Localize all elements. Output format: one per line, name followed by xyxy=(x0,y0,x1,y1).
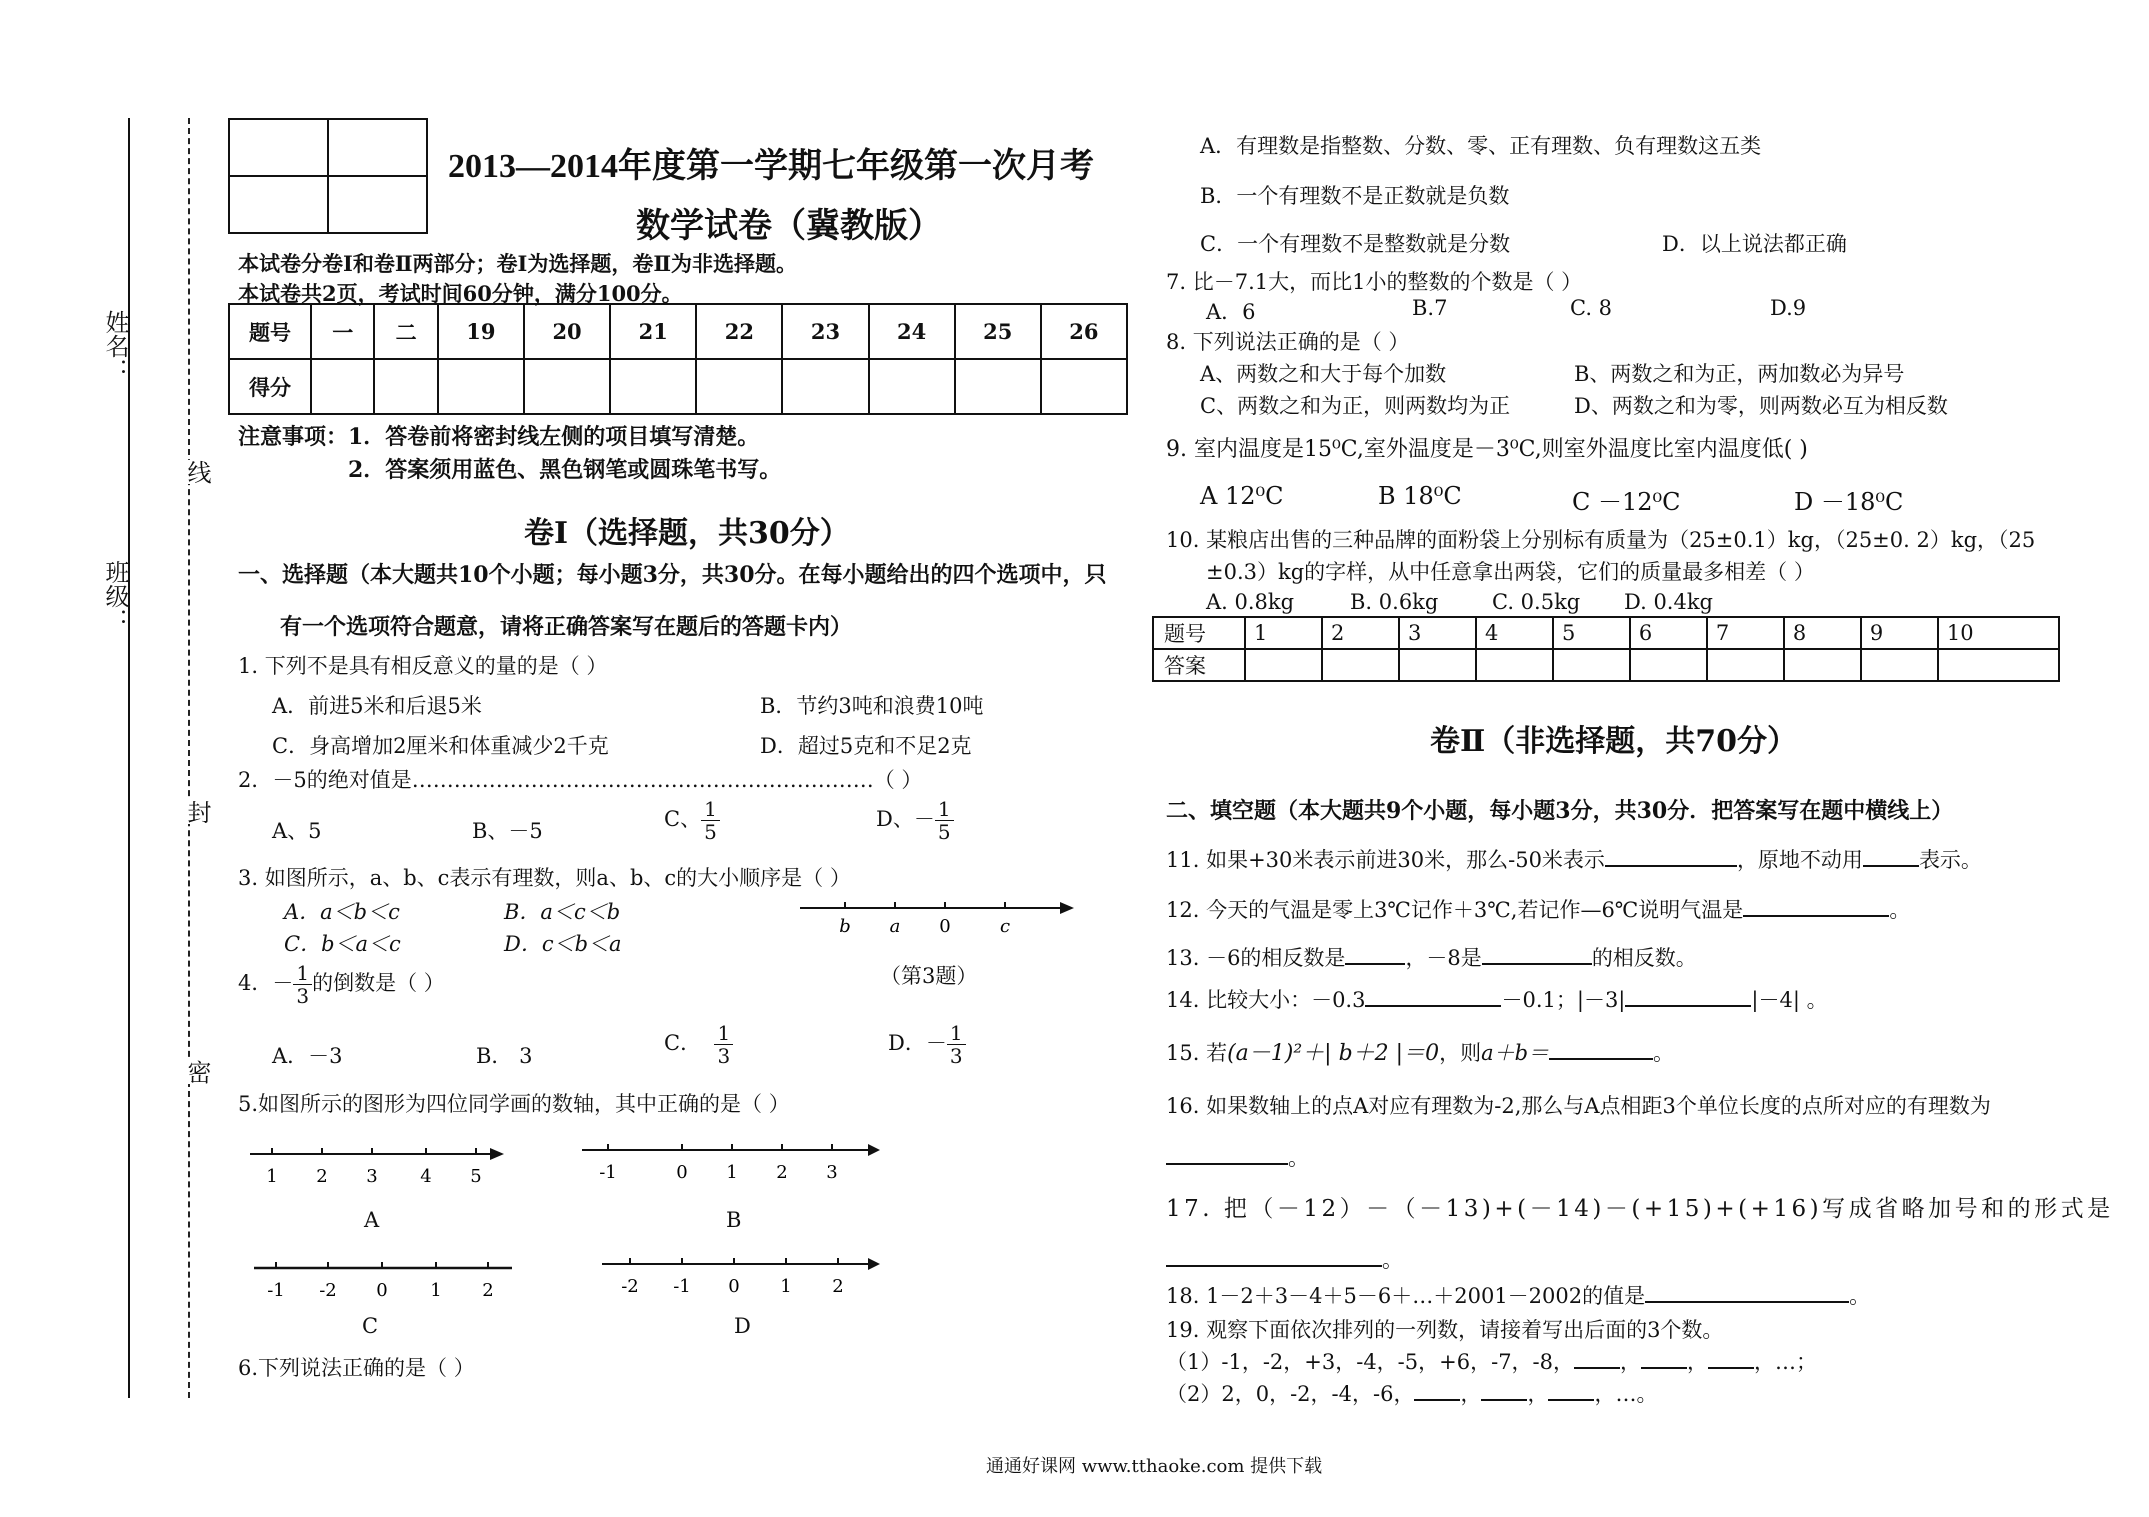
score-cell[interactable] xyxy=(524,359,610,414)
q17-blank[interactable] xyxy=(1166,1265,1382,1267)
q14-text-3: |－4| 。 xyxy=(1751,988,1828,1012)
q12 xyxy=(1166,894,1910,924)
q4-option-c-label: C． xyxy=(664,1031,702,1055)
comma: ， xyxy=(1687,1350,1709,1374)
q19-1-blank-1[interactable] xyxy=(1574,1367,1620,1369)
axis-c-tick-label: -1 xyxy=(267,1280,285,1301)
answer-card-table xyxy=(1152,616,2060,682)
q15-text-1: 15. 若 xyxy=(1166,1041,1228,1065)
score-cell[interactable] xyxy=(1041,359,1127,414)
q1-option-b: B．节约3吨和浪费10吨 xyxy=(760,694,984,718)
q6-option-b: B．一个有理数不是正数就是负数 xyxy=(1200,184,1510,208)
fraction-one-third: $\frac{1}{3}$ xyxy=(714,1022,733,1067)
q19-part-1 xyxy=(1166,1346,1817,1376)
answer-col-header: 8 xyxy=(1784,617,1861,649)
q10-option-d: D. 0.4kg xyxy=(1624,590,1714,614)
score-cell[interactable] xyxy=(610,359,696,414)
score-row-label: 得分 xyxy=(229,359,311,414)
q19-1-sequence: （1）-1，-2，+3，-4，-5，+6，-7，-8， xyxy=(1166,1350,1575,1374)
answer-cell[interactable] xyxy=(1245,649,1322,681)
exam-title: 2013—2014年度第一学期七年级第一次月考 xyxy=(448,148,1094,185)
q12-text-1: 12. 今天的气温是零上3℃记作＋3℃,若记作—6℃说明气温是 xyxy=(1166,898,1744,922)
answer-cell[interactable] xyxy=(1322,649,1399,681)
q10-stem-line-2: ±0.3）kg的字样，从中任意拿出两袋，它们的质量最多相差（ ） xyxy=(1206,560,1815,584)
q13-blank-1[interactable] xyxy=(1345,963,1405,965)
q4-stem xyxy=(238,962,445,1007)
answer-row-label: 题号 xyxy=(1153,617,1245,649)
q15-expression: a＋b＝ xyxy=(1481,1041,1550,1065)
q9-option-a: A 12⁰C xyxy=(1200,482,1284,510)
score-col-header: 19 xyxy=(438,304,524,359)
axis-b-tick-label: 1 xyxy=(726,1162,738,1183)
q12-text-2: 。 xyxy=(1889,898,1911,922)
score-cell[interactable] xyxy=(374,359,437,414)
q18-text-2: 。 xyxy=(1849,1284,1871,1308)
note-2: 2．答案须用蓝色、黑色钢笔或圆珠笔书写。 xyxy=(348,457,782,483)
answer-col-header: 4 xyxy=(1476,617,1553,649)
fraction-one-third: $\frac{1}{3}$ xyxy=(293,962,312,1007)
q9-option-c: C －12⁰C xyxy=(1572,488,1681,516)
q13 xyxy=(1166,942,1697,972)
q2-option-c-label: C、 xyxy=(664,807,702,831)
q4-option-b: B． 3 xyxy=(476,1044,533,1068)
answer-cell[interactable] xyxy=(1399,649,1476,681)
answer-row-label: 答案 xyxy=(1153,649,1245,681)
q6-option-c: C．一个有理数不是整数就是分数 xyxy=(1200,232,1511,256)
axis-a-tick-label: 4 xyxy=(420,1166,432,1187)
binding-dashed-line xyxy=(188,118,190,1398)
score-col-header: 22 xyxy=(696,304,782,359)
q2-option-b: B、－5 xyxy=(472,819,543,843)
q5-axis-d xyxy=(602,1250,882,1310)
q5-axis-b xyxy=(582,1136,882,1196)
q11-text-3: 表示。 xyxy=(1918,848,1982,872)
q9-option-d: D －18⁰C xyxy=(1794,488,1904,516)
score-col-header: 23 xyxy=(782,304,868,359)
part2-title: 卷Ⅱ（非选择题，共70分） xyxy=(1430,724,1798,759)
q7-option-c: C. 8 xyxy=(1570,296,1613,320)
note-1: 注意事项：1．答卷前将密封线左侧的项目填写清楚。 xyxy=(238,424,760,450)
q15 xyxy=(1166,1036,1674,1067)
q8-option-c: C、两数之和为正，则两数均为正 xyxy=(1200,394,1511,418)
axis-c-tick-label: -2 xyxy=(319,1280,337,1301)
q1-option-a: A．前进5米和后退5米 xyxy=(272,694,482,718)
q5-stem: 5.如图所示的图形为四位同学画的数轴，其中正确的是（ ） xyxy=(238,1092,790,1116)
intro-line-1: 本试卷分卷Ⅰ和卷Ⅱ两部分；卷Ⅰ为选择题，卷Ⅱ为非选择题。 xyxy=(238,251,798,276)
q19-stem: 19. 观察下面依次排列的一列数，请接着写出后面的3个数。 xyxy=(1166,1318,1724,1342)
q3-tick-label: 0 xyxy=(939,916,951,937)
axis-b-label: B xyxy=(726,1208,742,1232)
score-col-header: 21 xyxy=(610,304,696,359)
q4-option-c xyxy=(664,1022,733,1067)
q3-caption: （第3题） xyxy=(880,964,978,988)
class-label: 班级： xyxy=(101,560,129,632)
q6-option-a: A．有理数是指整数、分数、零、正有理数、负有理数这五类 xyxy=(1200,134,1762,158)
axis-b-tick-label: 3 xyxy=(826,1162,838,1183)
q7-option-b: B.7 xyxy=(1412,296,1448,320)
q1-stem: 1. 下列不是具有相反意义的量的是（ ） xyxy=(238,654,608,678)
score-table xyxy=(228,303,1128,415)
answer-col-header: 7 xyxy=(1707,617,1784,649)
intro-line-2: 本试卷共2页，考试时间60分钟，满分100分。 xyxy=(238,281,683,306)
axis-c-tick-label: 2 xyxy=(482,1280,494,1301)
q5-axis-c xyxy=(250,1254,520,1314)
exam-subtitle: 数学试卷（冀教版） xyxy=(636,208,942,245)
q4-stem-pre: 4．－ xyxy=(238,971,294,995)
score-cell[interactable] xyxy=(869,359,955,414)
q14-blank-2[interactable] xyxy=(1625,1005,1751,1007)
q15-blank[interactable] xyxy=(1549,1058,1653,1060)
top-box-cell xyxy=(229,119,328,176)
q4-option-d-label: D．－ xyxy=(888,1031,947,1055)
axis-d-tick-label: -2 xyxy=(621,1276,639,1297)
q10-stem-line-1: 10. 某粮店出售的三种品牌的面粉袋上分别标有质量为（25±0.1）kg，（25±0. 2）kg，（25 xyxy=(1166,528,2036,552)
q4-option-d xyxy=(888,1022,966,1067)
q10-option-c: C. 0.5kg xyxy=(1492,590,1581,614)
answer-cell[interactable] xyxy=(1938,649,2059,681)
axis-d-tick-label: 1 xyxy=(780,1276,792,1297)
q10-option-a: A. 0.8kg xyxy=(1206,590,1295,614)
q11-text-1: 11. 如果+30米表示前进30米，那么-50米表示 xyxy=(1166,848,1605,872)
section2-heading: 二、填空题（本大题共9个小题，每小题3分，共30分．把答案写在题中横线上） xyxy=(1166,798,1954,824)
answer-col-header: 9 xyxy=(1861,617,1938,649)
footer-credit: 通通好课网 www.tthaoke.com 提供下载 xyxy=(986,1456,1323,1477)
q3-option-d: D．c＜b＜a xyxy=(504,932,622,956)
q3-tick-label: a xyxy=(889,916,901,937)
comma: ， xyxy=(1620,1350,1642,1374)
score-cell[interactable] xyxy=(311,359,374,414)
part1-title: 卷Ⅰ（选择题，共30分） xyxy=(524,516,850,551)
q15-equation: (a－1)²＋| b＋2 |＝0 xyxy=(1227,1041,1440,1066)
q14-blank-1[interactable] xyxy=(1365,1005,1501,1007)
q2-option-a: A、5 xyxy=(272,819,322,843)
q10-option-b: B. 0.6kg xyxy=(1350,590,1439,614)
axis-d-tick-label: 0 xyxy=(728,1276,740,1297)
q14 xyxy=(1166,984,1828,1014)
section1-line-2: 有一个选项符合题意，请将正确答案写在题后的答题卡内） xyxy=(280,614,853,640)
q13-blank-2[interactable] xyxy=(1482,963,1592,965)
q3-option-a: A．a＜b＜c xyxy=(284,900,400,924)
axis-a-tick-label: 1 xyxy=(266,1166,278,1187)
q13-text-1: 13. －6的相反数是 xyxy=(1166,946,1346,970)
axis-c-tick-label: 1 xyxy=(430,1280,442,1301)
score-col-header: 26 xyxy=(1041,304,1127,359)
score-col-header: 24 xyxy=(869,304,955,359)
q9-stem: 9. 室内温度是15⁰C,室外温度是－3⁰C,则室外温度比室内温度低( ) xyxy=(1166,437,1808,462)
name-label: 姓名： xyxy=(101,310,129,382)
q19-1-blank-2[interactable] xyxy=(1641,1367,1687,1369)
q2-option-c xyxy=(664,798,720,843)
axis-b-tick-label: -1 xyxy=(599,1162,617,1183)
q3-option-c: C．b＜a＜c xyxy=(284,932,401,956)
axis-a-label: A xyxy=(364,1208,380,1232)
q19-1-blank-3[interactable] xyxy=(1708,1367,1754,1369)
q19-2-tail: ，…。 xyxy=(1594,1382,1658,1406)
score-cell[interactable] xyxy=(696,359,782,414)
q19-2-blank-3[interactable] xyxy=(1548,1399,1594,1401)
comma: ， xyxy=(1460,1382,1482,1406)
q17-stem: 17. 把（－12）－（－13)+(－14)－(+15)+(+16)写成省略加号和的形式是 xyxy=(1166,1196,2114,1222)
axis-a-tick-label: 2 xyxy=(316,1166,328,1187)
seal-seal-text: 封 xyxy=(180,800,215,824)
q16-answer-line xyxy=(1166,1142,1309,1172)
q11-blank-1[interactable] xyxy=(1605,865,1737,867)
top-box-cell xyxy=(328,176,427,233)
q1-option-d: D．超过5克和不足2克 xyxy=(760,734,972,758)
q7-option-d: D.9 xyxy=(1770,296,1807,320)
answer-cell[interactable] xyxy=(1861,649,1938,681)
q15-text-2: ，则 xyxy=(1439,1041,1482,1065)
answer-cell[interactable] xyxy=(1476,649,1553,681)
score-row-label: 题号 xyxy=(229,304,311,359)
answer-col-header: 2 xyxy=(1322,617,1399,649)
score-cell[interactable] xyxy=(782,359,868,414)
answer-col-header: 6 xyxy=(1630,617,1707,649)
score-col-header: 二 xyxy=(374,304,437,359)
q2-stem: 2．－5的绝对值是…………………………………………………………（ ） xyxy=(238,768,923,792)
q12-blank[interactable] xyxy=(1743,915,1889,917)
q8-option-b: B、两数之和为正，两加数必为异号 xyxy=(1574,362,1905,386)
fraction-one-fifth: $\frac{1}{5}$ xyxy=(935,798,954,843)
seal-line-text: 线 xyxy=(180,460,215,484)
q11-text-2: ，原地不动用 xyxy=(1736,848,1863,872)
axis-b-tick-label: 2 xyxy=(776,1162,788,1183)
answer-col-header: 5 xyxy=(1553,617,1630,649)
fraction-one-third: $\frac{1}{3}$ xyxy=(947,1022,966,1067)
q11 xyxy=(1166,844,1982,874)
q13-text-3: 的相反数。 xyxy=(1591,946,1697,970)
comma: ， xyxy=(1527,1382,1549,1406)
q15-text-3: 。 xyxy=(1653,1041,1675,1065)
score-col-header: 一 xyxy=(311,304,374,359)
q18-blank[interactable] xyxy=(1645,1301,1849,1303)
axis-b-tick-label: 0 xyxy=(676,1162,688,1183)
q19-2-blank-1[interactable] xyxy=(1414,1399,1460,1401)
section1-line-1: 一、选择题（本大题共10个小题；每小题3分，共30分。在每小题给出的四个选项中，只 xyxy=(238,562,1107,588)
q1-option-c: C．身高增加2厘米和体重减少2千克 xyxy=(272,734,609,758)
q16-text-end: 。 xyxy=(1288,1146,1309,1170)
top-box-cell xyxy=(229,176,328,233)
q4-option-a: A．－3 xyxy=(272,1044,343,1068)
axis-c-tick-label: 0 xyxy=(376,1280,388,1301)
answer-col-header: 1 xyxy=(1245,617,1322,649)
q13-text-2: ，－8是 xyxy=(1405,946,1482,970)
q2-option-d xyxy=(876,798,954,843)
q7-option-a: A．6 xyxy=(1206,300,1256,324)
answer-cell[interactable] xyxy=(1630,649,1707,681)
q9-option-b: B 18⁰C xyxy=(1378,482,1462,510)
q8-stem: 8. 下列说法正确的是（ ） xyxy=(1166,330,1410,354)
q19-part-2 xyxy=(1166,1378,1657,1408)
q6-option-d: D．以上说法都正确 xyxy=(1662,232,1847,256)
q3-option-b: B．a＜c＜b xyxy=(504,900,621,924)
q5-axis-a xyxy=(250,1140,510,1200)
axis-a-tick-label: 5 xyxy=(470,1166,482,1187)
answer-cell[interactable] xyxy=(1553,649,1630,681)
axis-d-label: D xyxy=(734,1314,751,1338)
axis-a-tick-label: 3 xyxy=(366,1166,378,1187)
score-cell[interactable] xyxy=(955,359,1041,414)
q18-text-1: 18. 1－2＋3－4＋5－6＋…＋2001－2002的值是 xyxy=(1166,1284,1646,1308)
q14-text-2: －0.1；|－3| xyxy=(1501,988,1626,1012)
q8-option-a: A、两数之和大于每个加数 xyxy=(1200,362,1447,386)
answer-cell[interactable] xyxy=(1707,649,1784,681)
top-score-box xyxy=(228,118,428,234)
answer-col-header: 3 xyxy=(1399,617,1476,649)
q3-stem: 3. 如图所示，a、b、c表示有理数，则a、b、c的大小顺序是（ ） xyxy=(238,866,851,890)
q6-stem: 6.下列说法正确的是（ ） xyxy=(238,1356,475,1380)
score-col-header: 20 xyxy=(524,304,610,359)
q16-blank[interactable] xyxy=(1166,1163,1288,1165)
axis-c-label: C xyxy=(362,1314,379,1338)
q19-2-sequence: （2）2，0，-2，-4，-6， xyxy=(1166,1382,1415,1406)
seal-secret-text: 密 xyxy=(180,1060,215,1084)
q4-stem-post: 的倒数是（ ） xyxy=(312,971,445,995)
top-box-cell xyxy=(328,119,427,176)
q14-text-1: 14. 比较大小：－0.3 xyxy=(1166,988,1366,1012)
axis-d-tick-label: 2 xyxy=(832,1276,844,1297)
q17-answer-line xyxy=(1166,1244,1403,1274)
answer-col-header: 10 xyxy=(1938,617,2059,649)
q3-tick-label: b xyxy=(839,916,851,937)
q8-option-d: D、两数之和为零，则两数必互为相反数 xyxy=(1574,394,1948,418)
axis-d-tick-label: -1 xyxy=(673,1276,691,1297)
q3-number-line xyxy=(800,888,1080,948)
q2-option-d-label: D、－ xyxy=(876,807,935,831)
fraction-one-fifth: $\frac{1}{5}$ xyxy=(701,798,720,843)
score-cell[interactable] xyxy=(438,359,524,414)
q17-text-end: 。 xyxy=(1382,1248,1403,1272)
q11-blank-2[interactable] xyxy=(1863,865,1919,867)
score-col-header: 25 xyxy=(955,304,1041,359)
answer-cell[interactable] xyxy=(1784,649,1861,681)
q19-1-tail: ，…； xyxy=(1754,1350,1818,1374)
q16-stem: 16. 如果数轴上的点A对应有理数为-2,那么与A点相距3个单位长度的点所对应的有理数为 xyxy=(1166,1094,1991,1118)
q19-2-blank-2[interactable] xyxy=(1481,1399,1527,1401)
q3-tick-label: c xyxy=(999,916,1011,937)
q18 xyxy=(1166,1280,1870,1310)
q7-stem: 7. 比－7.1大，而比1小的整数的个数是（ ） xyxy=(1166,270,1583,294)
